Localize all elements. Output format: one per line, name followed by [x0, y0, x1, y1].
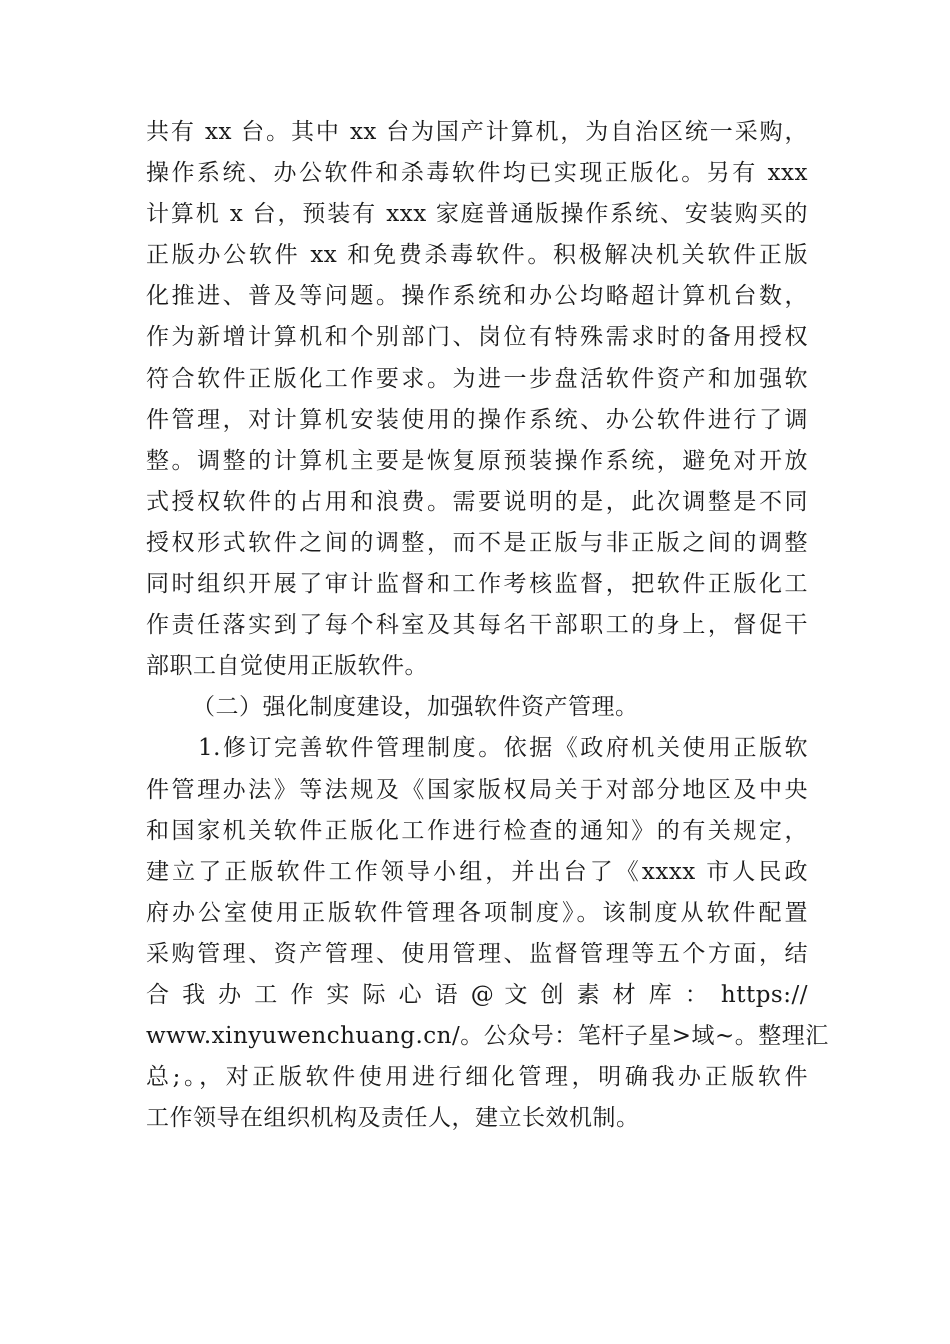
body-line: 计算机 x 台，预装有 xxx 家庭普通版操作系统、安装购买的: [146, 201, 808, 228]
body-line: 合 我 办 工 作 实 际 心 语 @ 文 创 素 材 库 ： https://: [146, 981, 808, 1008]
body-line: 操作系统、办公软件和杀毒软件均已实现正版化。另有 xxx: [146, 160, 808, 187]
body-line: 整。调整的计算机主要是恢复原预装操作系统，避免对开放: [146, 447, 808, 474]
body-line: 化推进、普及等问题。操作系统和办公均略超计算机台数，: [146, 283, 808, 310]
body-line: 建立了正版软件工作领导小组，并出台了《xxxx 市人民政: [146, 858, 808, 885]
body-line: www.xinyuwenchuang.cn/。公众号：笔杆子星>域~。整理汇: [146, 1023, 829, 1050]
body-line: 符合软件正版化工作要求。为进一步盘活软件资产和加强软: [146, 365, 808, 392]
body-line: 和国家机关软件正版化工作进行检查的通知》的有关规定，: [146, 817, 808, 844]
body-line: 作为新增计算机和个别部门、岗位有特殊需求时的备用授权: [146, 324, 808, 351]
body-line: 总;。，对正版软件使用进行细化管理，明确我办正版软件: [146, 1064, 808, 1091]
body-line: 作责任落实到了每个科室及其每名干部职工的身上，督促干: [146, 612, 808, 639]
body-line: 工作领导在组织机构及责任人，建立长效机制。: [146, 1105, 640, 1132]
body-line: 同时组织开展了审计监督和工作考核监督，把软件正版化工: [146, 571, 808, 598]
document-body: [146, 112, 829, 1139]
body-line: 部职工自觉使用正版软件。: [146, 653, 428, 680]
section-heading: （二）强化制度建设，加强软件资产管理。: [192, 694, 639, 721]
body-line: 采购管理、资产管理、使用管理、监督管理等五个方面，结: [146, 940, 808, 967]
body-line: 式授权软件的占用和浪费。需要说明的是，此次调整是不同: [146, 488, 808, 515]
body-line: 正版办公软件 xx 和免费杀毒软件。积极解决机关软件正版: [146, 242, 808, 269]
body-line: 府办公室使用正版软件管理各项制度》。该制度从软件配置: [146, 899, 808, 926]
body-line: 件管理，对计算机安装使用的操作系统、办公软件进行了调: [146, 406, 808, 433]
body-line: 授权形式软件之间的调整，而不是正版与非正版之间的调整: [146, 529, 808, 556]
body-line: 件管理办法》等法规及《国家版权局关于对部分地区及中央: [146, 776, 808, 803]
body-line: 共有 xx 台。其中 xx 台为国产计算机，为自治区统一采购，: [146, 119, 808, 145]
body-line: 1.修订完善软件管理制度。依据《政府机关使用正版软: [198, 735, 808, 762]
